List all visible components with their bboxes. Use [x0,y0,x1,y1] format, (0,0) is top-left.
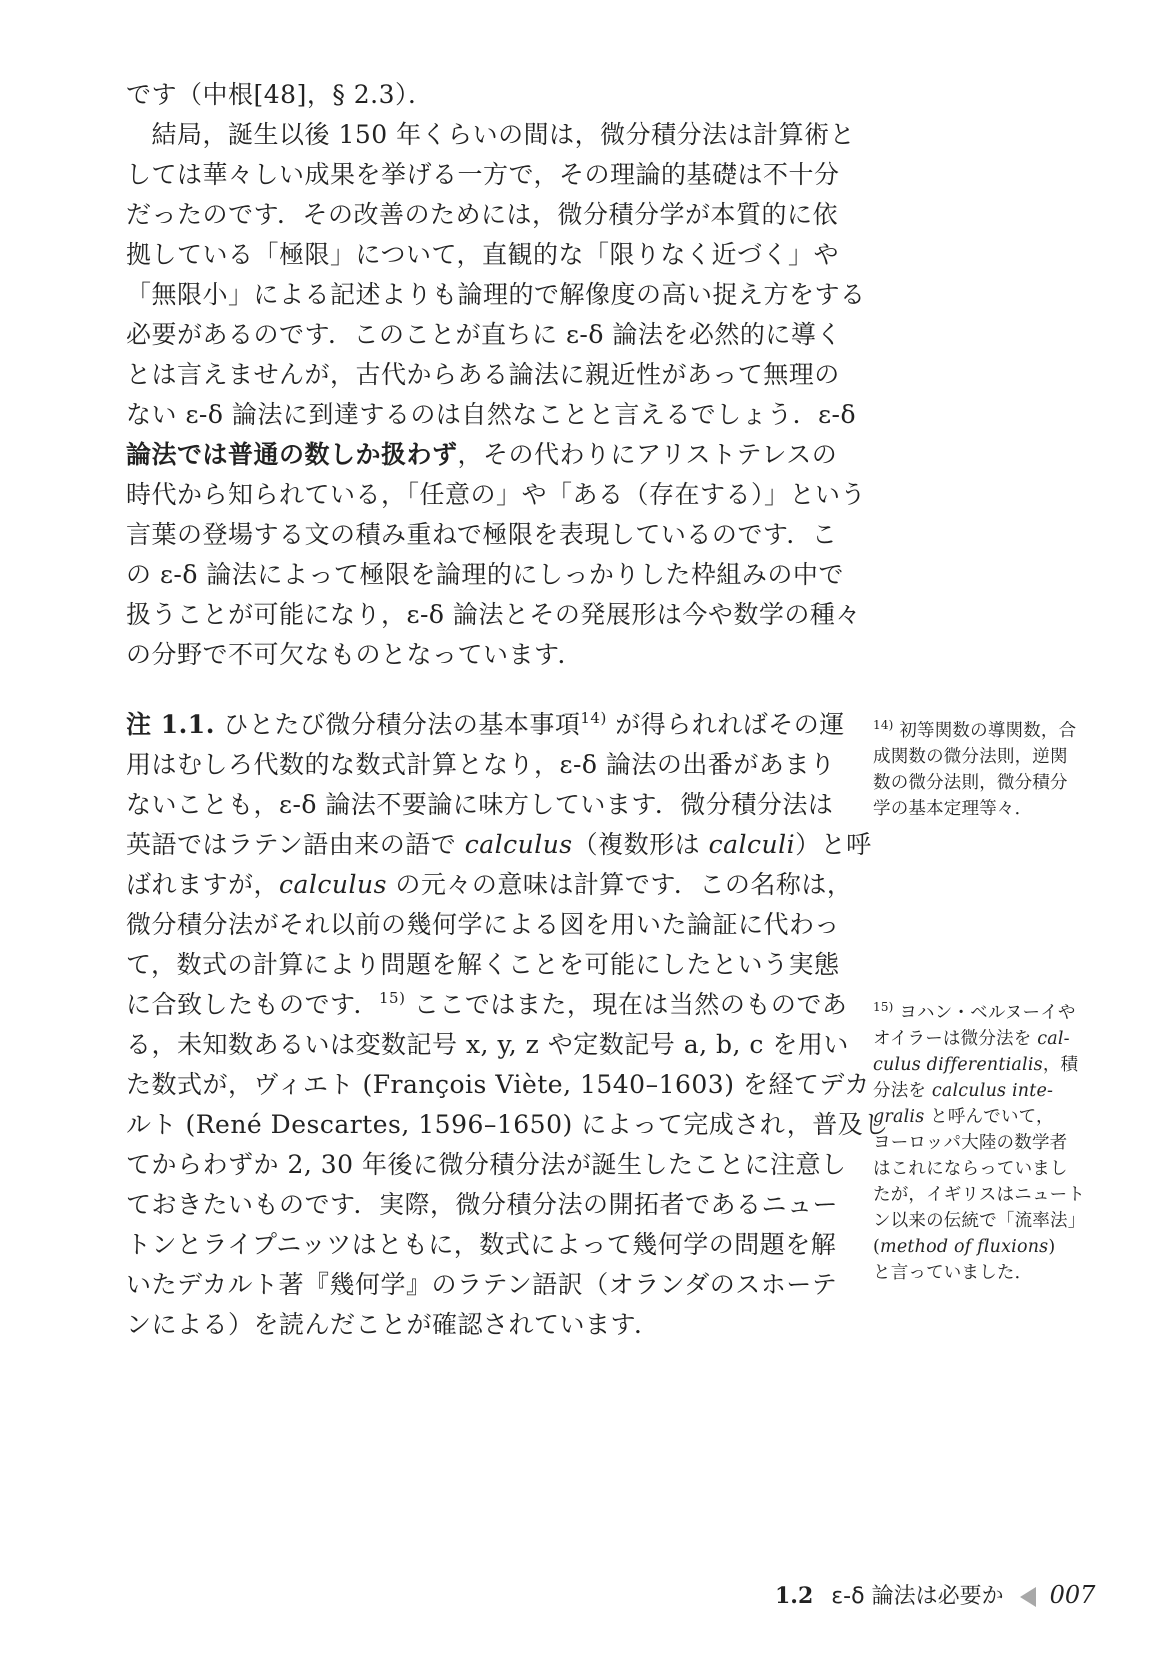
text-span: が得られればその運 [615,710,845,739]
footnote-ref-15[interactable]: 15) [379,989,406,1007]
footnote-line: 成関数の微分法則，逆関 [873,747,1068,767]
text-span: に合致したものです． [126,990,380,1019]
text-line: 扱うことが可能になり，ε-δ 論法とその発展形は今や数学の種々 [126,600,861,629]
footnote-ref-14[interactable]: 14) [580,709,607,727]
text-line: トンとライプニッツはともに，数式によって幾何学の問題を解 [126,1230,837,1259]
footnote-line: たが，イギリスはニュート [873,1185,1086,1205]
text-span: ばれますが， [126,870,280,899]
text-span: ひとたび微分積分法の基本事項 [223,710,581,739]
italic-term: calculus [464,830,573,859]
text-line: ルト (René Descartes, 1596–1650) によって完成され，普及し [126,1110,889,1139]
text-line: とは言えませんが，古代からある論法に親近性があって無理の [126,360,840,389]
footnote-line: ン以来の伝統で「流率法」 [873,1211,1086,1231]
text-line: 用はむしろ代数的な数式計算となり，ε-δ 論法の出番があまり [126,750,836,779]
text-line: た数式が，ヴィエト (François Viète, 1540–1603) を経てデカ [126,1070,870,1099]
text-line: 「無限小」による記述よりも論理的で解像度の高い捉え方をする [126,280,866,309]
text-line: ない ε-δ 論法に到達するのは自然なことと言えるでしょう．ε-δ [126,400,857,429]
triangle-left-icon [1020,1587,1036,1607]
text-span: 初等関数の導関数，合 [899,721,1077,741]
page-number: 007 [1049,1581,1096,1609]
text-span: ここではまた，現在は当然のものであ [405,990,848,1019]
text-span: ，積 [1042,1055,1079,1075]
text-span: （複数形は [572,830,709,859]
italic-term: cal- [1037,1029,1070,1049]
footnote-line: ヨーロッパ大陸の数学者 [873,1133,1068,1153]
text-line: 拠している「極限」について，直観的な「限りなく近づく」や [126,240,840,269]
text-line: 時代から知られている，「任意の」や「ある（存在する）」という [126,480,867,509]
footnote-line [873,1000,1076,1026]
remark-label: 注 1.1. [126,710,215,739]
footnote-line [873,1052,1078,1078]
text-line: 微分積分法がそれ以前の幾何学による図を用いた論証に代わっ [126,910,840,939]
text-line [126,708,845,742]
text-line: しては華々しい成果を挙げる一方で，その理論的基礎は不十分 [126,160,840,189]
emphasis-text: 論法では普通の数しか扱わず [126,440,458,469]
text-span: オイラーは微分法を [873,1029,1038,1049]
footnote-line [873,1026,1070,1052]
text-span: ( [873,1237,881,1257]
text-line: だったのです．その改善のためには，微分積分学が本質的に依 [126,200,839,229]
text-span: と呼んでいて， [924,1107,1054,1127]
footnote-marker: 14) [873,718,894,732]
italic-term: gralis [873,1107,925,1127]
italic-term: calculus inte- [931,1081,1054,1101]
section-title: ε-δ 論法は必要か [831,1584,1004,1609]
section-number: 1.2 [775,1583,814,1609]
footnote-line: はこれにならっていまし [873,1159,1068,1179]
text-span: 英語ではラテン語由来の語で [126,830,465,859]
text-line [126,868,852,902]
text-span: ）と呼 [795,830,872,859]
footnote-line [873,718,1076,744]
text-line: です（中根[48]，§ 2.3）． [126,80,434,109]
footnote-line: 学の基本定理等々． [873,799,1033,819]
italic-term: calculus [279,870,387,899]
text-line: 結局，誕生以後 150 年くらいの間は，微分積分法は計算術と [126,120,856,149]
text-line [126,828,872,862]
page-footer [775,1575,1095,1615]
footnote-line [873,1104,1054,1130]
italic-term: calculi [708,830,796,859]
text-span: ，その代わりにアリストテレスの [457,440,838,469]
text-line: る，未知数あるいは変数記号 x, y, z や定数記号 a, b, c を用い [126,1030,849,1059]
text-span: の元々の意味は計算です．この名称は， [386,870,853,899]
text-span: ) [1048,1237,1056,1257]
text-span: 分法を [873,1081,932,1101]
footnote-line: と言っていました． [873,1263,1033,1283]
text-line: てからわずか 2, 30 年後に微分積分法が誕生したことに注意し [126,1150,847,1179]
text-line: の分野で不可欠なものとなっています． [126,640,584,669]
footnote-line: 数の微分法則，微分積分 [873,773,1068,793]
italic-term: method of fluxions [880,1237,1049,1257]
text-line: いたデカルト著『幾何学』のラテン語訳（オランダのスホーテ [126,1270,838,1299]
text-line: 必要があるのです．このことが直ちに ε-δ 論法を必然的に導く [126,320,842,349]
footnote-marker: 15) [873,1000,894,1014]
footnote-line [873,1234,1055,1260]
text-span: ヨハン・ベルヌーイや [899,1003,1076,1023]
text-line [126,988,847,1022]
text-line: の ε-δ 論法によって極限を論理的にしっかりした枠組みの中で [126,560,844,589]
text-line: ないことも，ε-δ 論法不要論に味方しています．微分積分法は [126,790,834,819]
italic-term: culus differentialis [873,1055,1043,1075]
text-line [126,438,837,472]
footnote-line [873,1078,1053,1104]
text-line: ておきたいものです．実際，微分積分法の開拓者であるニュー [126,1190,839,1219]
text-line: 言葉の登場する文の積み重ねで極限を表現しているのです．こ [126,520,838,549]
text-line: ンによる）を読んだことが確認されています． [126,1310,660,1339]
text-line: て，数式の計算により問題を解くことを可能にしたという実態 [126,950,840,979]
